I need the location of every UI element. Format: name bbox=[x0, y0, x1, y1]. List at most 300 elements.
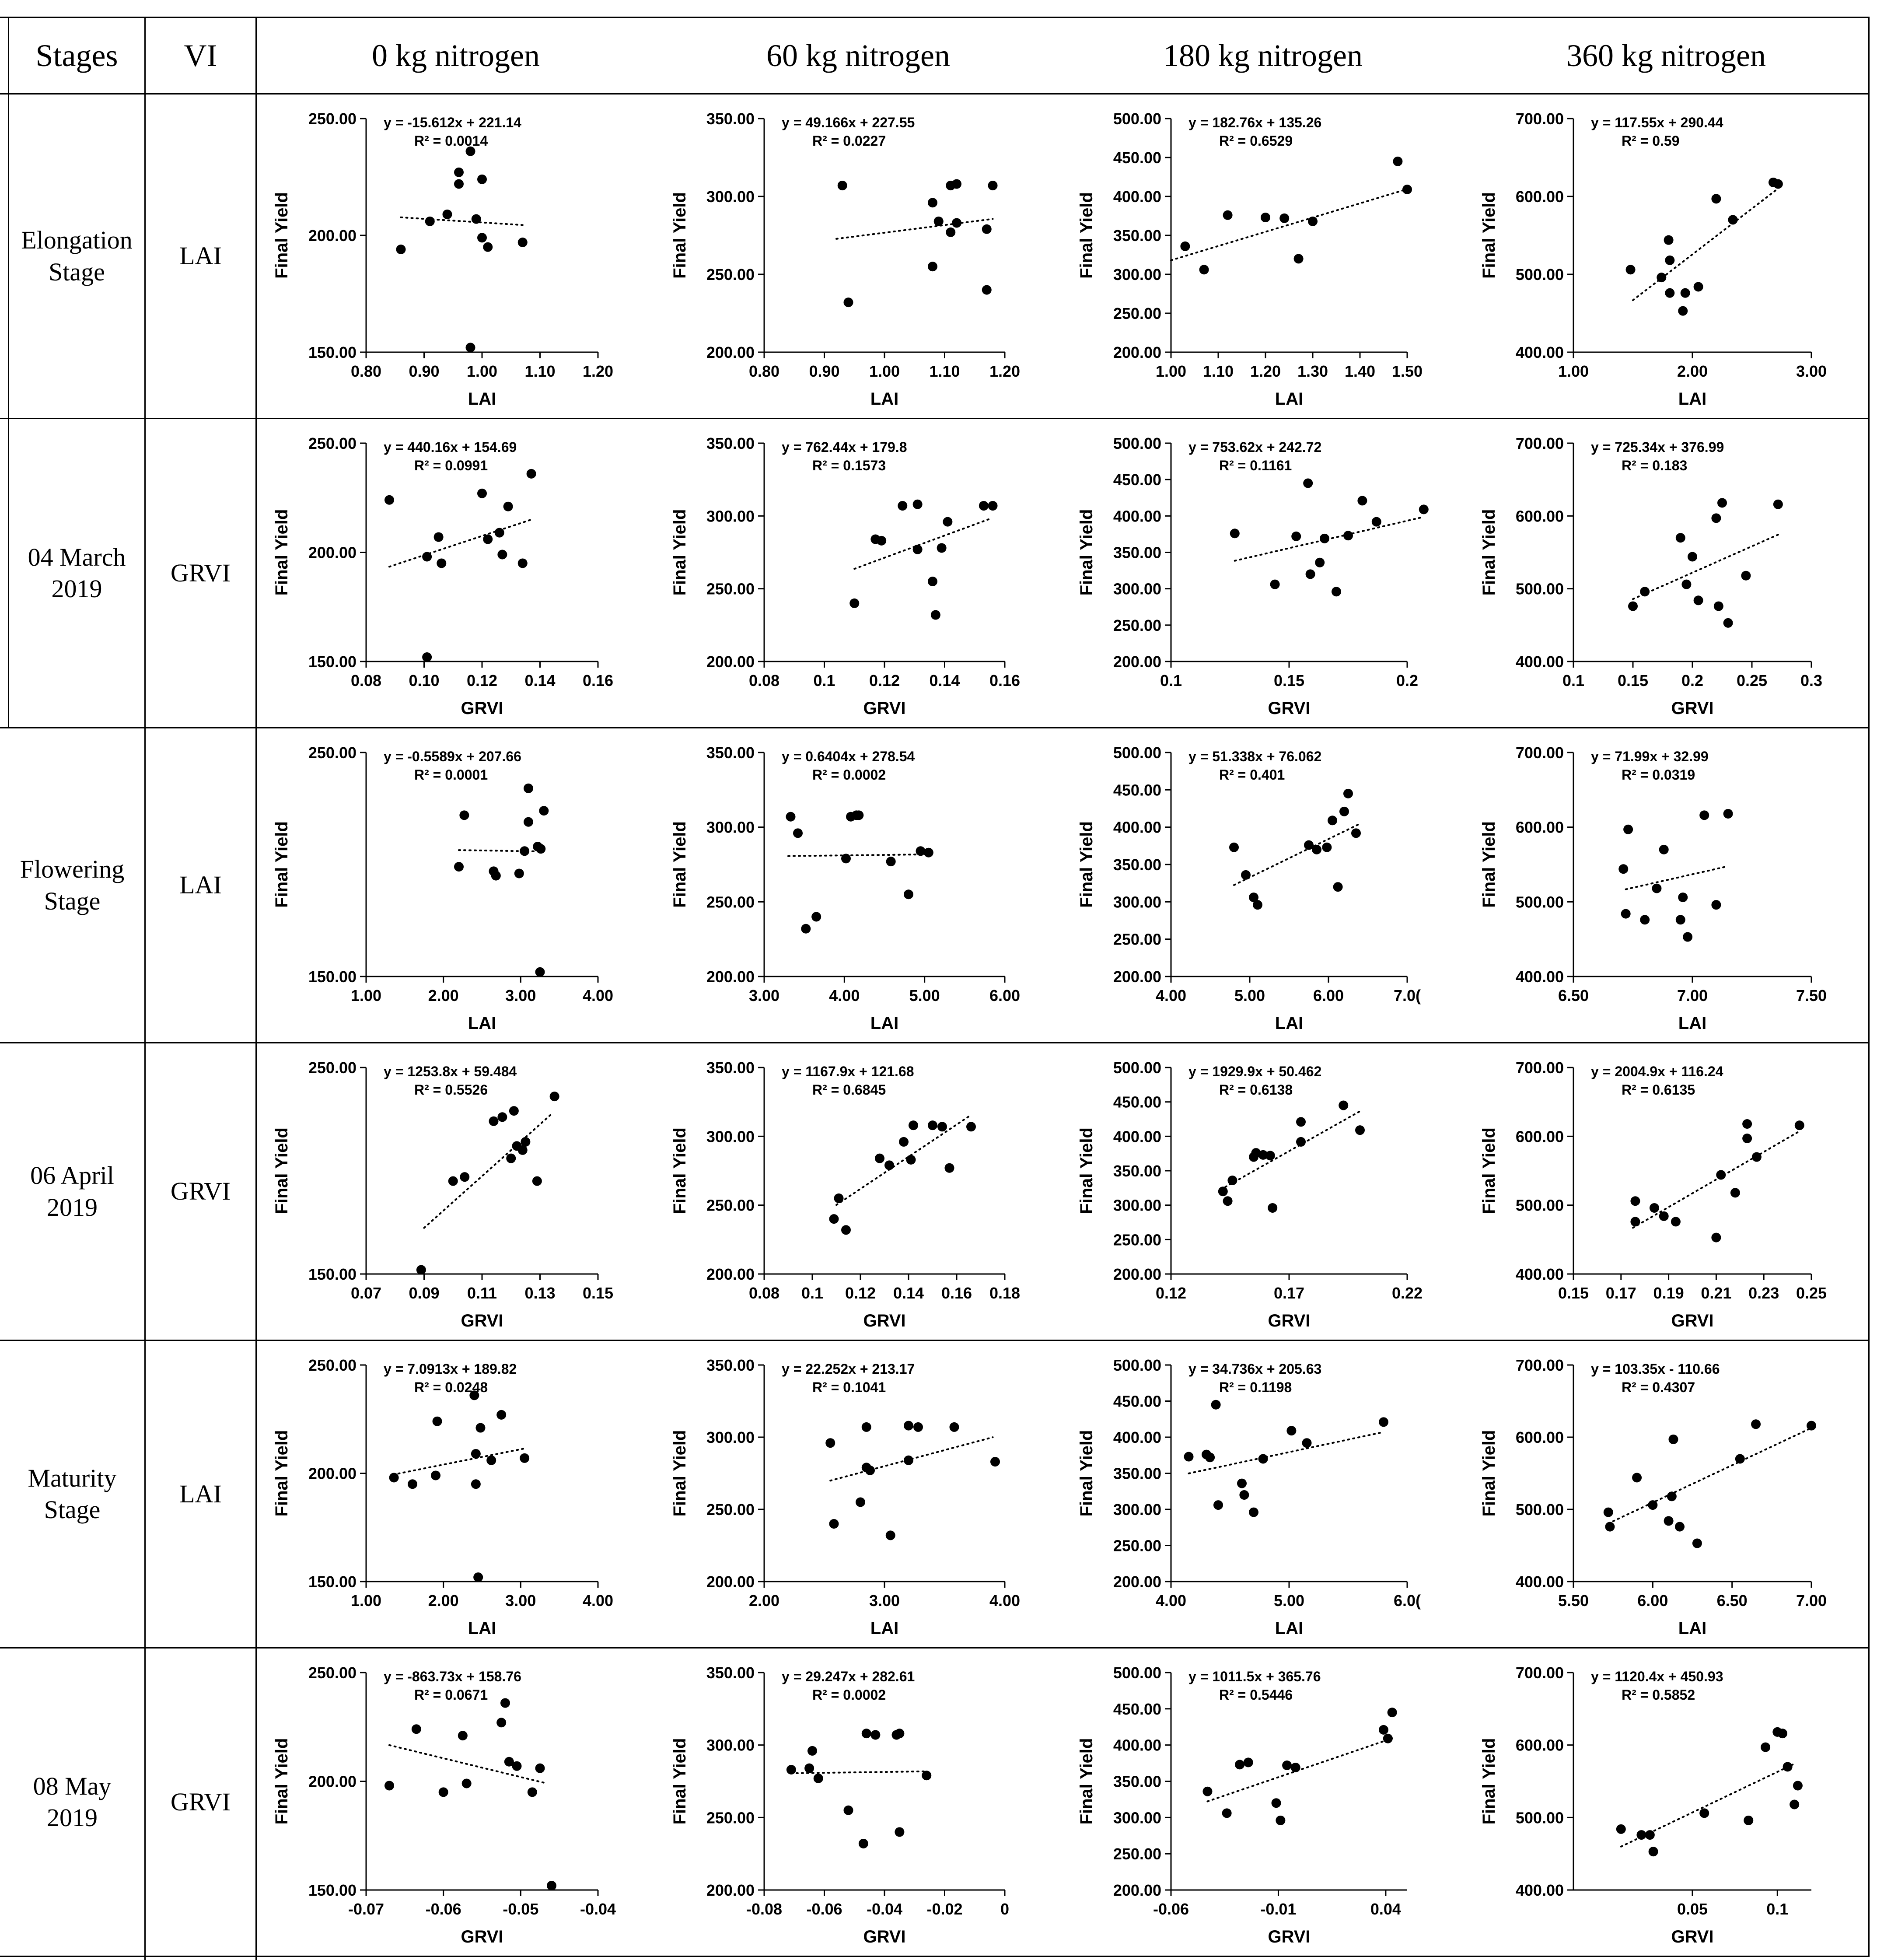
y-axis-label: Final Yield bbox=[1077, 1430, 1096, 1517]
data-point bbox=[990, 1457, 1000, 1466]
y-tick-label: 450.00 bbox=[1113, 149, 1161, 167]
data-point bbox=[895, 1729, 904, 1738]
regression-equation: y = 2004.9x + 116.24 bbox=[1591, 1064, 1723, 1079]
x-tick-label: 0.15 bbox=[1273, 672, 1305, 690]
data-point bbox=[1676, 533, 1685, 542]
x-tick-label: -0.06 bbox=[1153, 1900, 1189, 1918]
col-border-right bbox=[1868, 17, 1870, 1957]
data-point bbox=[1213, 1500, 1223, 1510]
x-tick-label: 6.00 bbox=[1637, 1592, 1668, 1610]
data-point bbox=[1711, 513, 1721, 523]
y-tick-label: 500.00 bbox=[1515, 1196, 1564, 1214]
data-point bbox=[1699, 810, 1709, 820]
y-tick-label: 250.00 bbox=[308, 1664, 357, 1682]
data-point bbox=[1279, 214, 1289, 223]
y-tick-label: 250.00 bbox=[308, 1059, 357, 1077]
r-squared-label: R² = 0.0991 bbox=[414, 458, 488, 473]
data-point bbox=[979, 501, 989, 511]
data-point bbox=[1640, 915, 1650, 924]
data-point bbox=[1306, 569, 1315, 579]
data-point bbox=[1604, 1508, 1613, 1517]
data-point bbox=[1778, 1729, 1787, 1738]
scatter-plot-3-4 bbox=[1464, 728, 1868, 1042]
r-squared-label: R² = 0.4307 bbox=[1622, 1379, 1695, 1395]
y-tick-label: 200.00 bbox=[1113, 343, 1161, 361]
data-point bbox=[1648, 1500, 1657, 1510]
x-tick-label: 3.00 bbox=[505, 987, 536, 1004]
y-tick-label: 300.00 bbox=[1113, 1809, 1161, 1827]
r-squared-label: R² = 0.0001 bbox=[414, 767, 488, 783]
data-point bbox=[1616, 1824, 1626, 1834]
data-point bbox=[518, 238, 528, 247]
scatter-plot-6-2 bbox=[655, 1648, 1062, 1956]
data-point bbox=[1315, 558, 1325, 567]
data-point bbox=[431, 1470, 440, 1480]
r-squared-label: R² = 0.1041 bbox=[812, 1379, 886, 1395]
data-point bbox=[416, 1265, 426, 1275]
regression-equation: y = 1167.9x + 121.68 bbox=[782, 1064, 914, 1079]
r-squared-label: R² = 0.6138 bbox=[1219, 1082, 1293, 1098]
x-tick-label: 1.00 bbox=[466, 362, 498, 380]
data-point bbox=[909, 1120, 918, 1130]
y-tick-label: 500.00 bbox=[1113, 1664, 1161, 1682]
data-point bbox=[928, 198, 937, 207]
data-point bbox=[1276, 1816, 1285, 1825]
data-point bbox=[1237, 1479, 1247, 1488]
scatter-plot-5-4 bbox=[1464, 1341, 1868, 1647]
data-point bbox=[1795, 1120, 1804, 1130]
data-point bbox=[462, 1778, 472, 1788]
trendline bbox=[788, 854, 929, 856]
data-point bbox=[1282, 1760, 1292, 1770]
y-axis-label: Final Yield bbox=[1077, 821, 1096, 908]
data-point bbox=[437, 558, 446, 568]
data-point bbox=[1728, 215, 1737, 224]
x-axis-label: LAI bbox=[468, 1014, 496, 1033]
r-squared-label: R² = 0.5446 bbox=[1219, 1687, 1293, 1703]
data-point bbox=[535, 967, 545, 977]
data-point bbox=[454, 168, 464, 177]
trendline bbox=[1207, 1738, 1392, 1801]
r-squared-label: R² = 0.6135 bbox=[1622, 1082, 1695, 1098]
data-point bbox=[1793, 1781, 1803, 1790]
data-point bbox=[1218, 1186, 1228, 1196]
data-point bbox=[1253, 900, 1262, 910]
scatter-plot-3-2 bbox=[655, 728, 1062, 1042]
vi-label-row-2: GRVI bbox=[170, 558, 231, 587]
y-tick-label: 700.00 bbox=[1515, 434, 1564, 452]
data-point bbox=[924, 848, 933, 858]
data-point bbox=[1621, 909, 1631, 919]
data-point bbox=[1184, 1452, 1194, 1462]
data-point bbox=[1322, 843, 1332, 852]
data-point bbox=[1640, 587, 1650, 596]
x-axis-label: LAI bbox=[1275, 1014, 1304, 1033]
data-point bbox=[471, 1479, 481, 1489]
data-point bbox=[943, 517, 952, 527]
y-tick-label: 200.00 bbox=[706, 343, 755, 361]
x-axis-label: GRVI bbox=[1671, 1311, 1714, 1330]
stage-label-row-2: 04 March 2019 bbox=[28, 542, 126, 603]
y-tick-label: 250.00 bbox=[706, 1196, 755, 1214]
x-tick-label: -0.04 bbox=[866, 1900, 903, 1918]
data-point bbox=[886, 857, 896, 866]
data-point bbox=[1742, 1119, 1752, 1129]
x-tick-label: 0.12 bbox=[845, 1284, 876, 1302]
data-point bbox=[532, 1176, 542, 1186]
stage-label-row-5: Maturity Stage bbox=[28, 1463, 117, 1524]
y-tick-label: 250.00 bbox=[308, 1356, 357, 1374]
data-point bbox=[1783, 1762, 1793, 1771]
y-tick-label: 500.00 bbox=[1515, 266, 1564, 284]
y-tick-label: 250.00 bbox=[1113, 930, 1161, 948]
x-tick-label: 3.00 bbox=[748, 987, 780, 1004]
data-point bbox=[509, 1106, 519, 1116]
regression-equation: y = 71.99x + 32.99 bbox=[1591, 749, 1709, 764]
x-tick-label: 0.15 bbox=[1558, 1284, 1589, 1302]
x-axis-label: GRVI bbox=[1671, 1927, 1714, 1946]
y-tick-label: 400.00 bbox=[1515, 1573, 1564, 1591]
trendline bbox=[1633, 535, 1778, 599]
r-squared-label: R² = 0.0002 bbox=[812, 1687, 886, 1703]
data-point bbox=[1270, 580, 1280, 589]
data-point bbox=[471, 1449, 481, 1459]
x-tick-label: 5.50 bbox=[1558, 1592, 1589, 1610]
r-squared-label: R² = 0.0014 bbox=[414, 133, 488, 149]
x-tick-label: 0.80 bbox=[350, 362, 382, 380]
regression-equation: y = 762.44x + 179.8 bbox=[782, 439, 907, 455]
data-point bbox=[988, 501, 998, 511]
data-point bbox=[982, 224, 992, 234]
data-point bbox=[928, 1120, 937, 1130]
r-squared-label: R² = 0.59 bbox=[1622, 133, 1680, 149]
x-tick-label: 6.00 bbox=[989, 987, 1021, 1004]
data-point bbox=[856, 1498, 865, 1507]
y-tick-label: 300.00 bbox=[706, 818, 755, 836]
regression-equation: y = 34.736x + 205.63 bbox=[1188, 1361, 1322, 1377]
x-tick-label: 0.08 bbox=[748, 672, 780, 690]
y-tick-label: 350.00 bbox=[706, 744, 755, 762]
vi-label-row-5: LAI bbox=[179, 1479, 222, 1508]
y-tick-label: 700.00 bbox=[1515, 744, 1564, 762]
stage-label-row-6: 08 May 2019 bbox=[33, 1771, 112, 1832]
y-tick-label: 400.00 bbox=[1113, 188, 1161, 206]
x-tick-label: 0.12 bbox=[1155, 1284, 1187, 1302]
y-tick-label: 200.00 bbox=[1113, 1265, 1161, 1283]
x-axis-label: LAI bbox=[1678, 1014, 1707, 1033]
data-point bbox=[433, 1417, 442, 1426]
y-axis-label: Final Yield bbox=[1077, 1127, 1096, 1214]
data-point bbox=[454, 179, 464, 189]
y-tick-label: 150.00 bbox=[308, 1265, 357, 1283]
y-tick-label: 200.00 bbox=[706, 653, 755, 671]
x-tick-label: 0.90 bbox=[809, 362, 840, 380]
x-tick-label: -0.08 bbox=[746, 1900, 783, 1918]
x-axis-label: LAI bbox=[468, 389, 496, 409]
data-point bbox=[807, 1746, 817, 1756]
x-tick-label: 0.1 bbox=[1562, 672, 1585, 690]
data-point bbox=[946, 228, 955, 237]
y-tick-label: 600.00 bbox=[1515, 1428, 1564, 1446]
x-axis-label: GRVI bbox=[863, 1311, 906, 1330]
data-point bbox=[952, 179, 961, 189]
data-point bbox=[966, 1122, 976, 1131]
x-axis-label: LAI bbox=[1275, 1619, 1304, 1638]
regression-equation: y = 49.166x + 227.55 bbox=[782, 115, 915, 130]
data-point bbox=[527, 469, 536, 479]
y-axis-label: Final Yield bbox=[1077, 509, 1096, 596]
data-point bbox=[524, 784, 533, 793]
x-tick-label: 1.00 bbox=[1155, 362, 1187, 380]
x-axis-label: GRVI bbox=[1268, 1311, 1311, 1330]
header-stages: Stages bbox=[35, 38, 118, 73]
x-tick-label: 7.00 bbox=[1796, 1592, 1827, 1610]
y-tick-label: 200.00 bbox=[706, 1265, 755, 1283]
x-axis-label: GRVI bbox=[863, 1927, 906, 1946]
data-point bbox=[1202, 1787, 1212, 1796]
data-point bbox=[477, 233, 487, 242]
x-tick-label: 1.50 bbox=[1391, 362, 1423, 380]
y-tick-label: 350.00 bbox=[1113, 1464, 1161, 1483]
data-point bbox=[1372, 517, 1381, 527]
data-point bbox=[913, 545, 923, 554]
trendline bbox=[1171, 189, 1407, 260]
y-tick-label: 250.00 bbox=[308, 434, 357, 452]
data-point bbox=[895, 1827, 904, 1837]
x-tick-label: 1.20 bbox=[582, 362, 614, 380]
x-tick-label: 0 bbox=[1000, 1900, 1010, 1918]
data-point bbox=[906, 1155, 916, 1165]
y-tick-label: 450.00 bbox=[1113, 1392, 1161, 1410]
data-point bbox=[1618, 864, 1628, 874]
data-point bbox=[1730, 1188, 1740, 1197]
x-tick-label: 6.00 bbox=[1313, 987, 1344, 1004]
data-point bbox=[384, 495, 394, 505]
y-tick-label: 250.00 bbox=[706, 580, 755, 598]
y-tick-label: 200.00 bbox=[706, 968, 755, 986]
data-point bbox=[1339, 807, 1349, 816]
data-point bbox=[1343, 789, 1353, 798]
data-point bbox=[1667, 1491, 1677, 1501]
y-axis-label: Final Yield bbox=[1479, 1430, 1499, 1517]
y-tick-label: 300.00 bbox=[706, 507, 755, 525]
scatter-plot-6-1 bbox=[257, 1648, 655, 1956]
x-tick-label: 1.10 bbox=[929, 362, 960, 380]
data-point bbox=[1717, 498, 1727, 508]
y-tick-label: 350.00 bbox=[706, 1356, 755, 1374]
data-point bbox=[547, 1881, 556, 1890]
regression-equation: y = 1253.8x + 59.484 bbox=[384, 1064, 517, 1079]
scatter-plot-1-2 bbox=[655, 94, 1062, 418]
data-point bbox=[1664, 235, 1674, 245]
data-point bbox=[1741, 571, 1751, 581]
y-axis-label: Final Yield bbox=[272, 1127, 291, 1214]
y-tick-label: 200.00 bbox=[308, 543, 357, 562]
r-squared-label: R² = 0.0248 bbox=[414, 1379, 488, 1395]
data-point bbox=[496, 1410, 506, 1420]
trendline bbox=[836, 219, 993, 239]
y-tick-label: 250.00 bbox=[706, 1809, 755, 1827]
data-point bbox=[1605, 1522, 1615, 1532]
data-point bbox=[1229, 843, 1239, 852]
x-tick-label: 0.16 bbox=[941, 1284, 972, 1302]
x-axis-label: LAI bbox=[1678, 389, 1707, 409]
data-point bbox=[811, 912, 821, 921]
data-point bbox=[844, 1806, 853, 1815]
x-tick-label: 0.3 bbox=[1800, 672, 1823, 690]
data-point bbox=[1332, 587, 1341, 596]
data-point bbox=[550, 1092, 559, 1101]
y-tick-label: 600.00 bbox=[1515, 188, 1564, 206]
x-tick-label: 0.14 bbox=[524, 672, 556, 690]
trendline bbox=[1633, 1131, 1800, 1228]
y-tick-label: 300.00 bbox=[1113, 266, 1161, 284]
data-point bbox=[1312, 845, 1321, 854]
data-point bbox=[931, 610, 940, 620]
data-point bbox=[865, 1466, 875, 1475]
data-point bbox=[1294, 254, 1304, 263]
data-point bbox=[1339, 1101, 1348, 1110]
regression-equation: y = 51.338x + 76.062 bbox=[1188, 749, 1322, 764]
data-point bbox=[1258, 1454, 1268, 1464]
y-tick-label: 150.00 bbox=[308, 968, 357, 986]
data-point bbox=[1711, 1233, 1721, 1242]
x-tick-label: 0.13 bbox=[524, 1284, 556, 1302]
scatter-plot-5-3 bbox=[1062, 1341, 1464, 1647]
data-point bbox=[945, 1163, 954, 1173]
y-tick-label: 300.00 bbox=[706, 1736, 755, 1754]
scatter-plot-1-3 bbox=[1062, 94, 1464, 418]
y-tick-label: 450.00 bbox=[1113, 1093, 1161, 1111]
data-point bbox=[937, 543, 947, 553]
scatter-plot-3-3 bbox=[1062, 728, 1464, 1042]
data-point bbox=[1688, 552, 1697, 561]
x-tick-label: 6.50 bbox=[1716, 1592, 1748, 1610]
x-axis-label: LAI bbox=[870, 1619, 899, 1638]
x-tick-label: 0.25 bbox=[1796, 1284, 1827, 1302]
x-tick-label: 0.04 bbox=[1370, 1900, 1401, 1918]
x-axis-label: GRVI bbox=[1268, 699, 1311, 718]
y-tick-label: 500.00 bbox=[1113, 434, 1161, 452]
y-tick-label: 250.00 bbox=[1113, 1536, 1161, 1555]
y-tick-label: 600.00 bbox=[1515, 1736, 1564, 1754]
data-point bbox=[1268, 1203, 1277, 1213]
y-tick-label: 400.00 bbox=[1515, 343, 1564, 361]
x-tick-label: 4.00 bbox=[582, 987, 614, 1004]
x-tick-label: 4.00 bbox=[989, 1592, 1021, 1610]
scatter-plot-4-3 bbox=[1062, 1043, 1464, 1340]
y-tick-label: 250.00 bbox=[308, 744, 357, 762]
r-squared-label: R² = 0.0002 bbox=[812, 767, 886, 783]
x-tick-label: 0.1 bbox=[1160, 672, 1182, 690]
trendline bbox=[1225, 1111, 1360, 1187]
data-point bbox=[535, 1764, 545, 1773]
x-tick-label: 0.90 bbox=[409, 362, 440, 380]
y-tick-label: 400.00 bbox=[1113, 1428, 1161, 1446]
data-point bbox=[1636, 1830, 1646, 1840]
data-point bbox=[1773, 179, 1783, 189]
y-tick-label: 350.00 bbox=[1113, 227, 1161, 245]
y-axis-label: Final Yield bbox=[272, 821, 291, 908]
x-tick-label: 7.50 bbox=[1796, 987, 1827, 1004]
x-tick-label: 0.22 bbox=[1391, 1284, 1423, 1302]
data-point bbox=[1379, 1725, 1388, 1735]
data-point bbox=[1351, 828, 1361, 838]
x-tick-label: 5.00 bbox=[909, 987, 940, 1004]
x-tick-label: 0.80 bbox=[748, 362, 780, 380]
r-squared-label: R² = 0.5526 bbox=[414, 1082, 488, 1098]
y-tick-label: 400.00 bbox=[1113, 818, 1161, 836]
y-tick-label: 500.00 bbox=[1113, 1356, 1161, 1374]
x-tick-label: 0.14 bbox=[929, 672, 960, 690]
data-point bbox=[1773, 500, 1783, 509]
data-point bbox=[384, 1781, 394, 1790]
regression-equation: y = 753.62x + 242.72 bbox=[1188, 439, 1322, 455]
x-tick-label: 1.40 bbox=[1344, 362, 1376, 380]
y-tick-label: 250.00 bbox=[1113, 304, 1161, 322]
data-point bbox=[1645, 1830, 1655, 1840]
header-vi: VI bbox=[184, 38, 217, 73]
y-tick-label: 200.00 bbox=[1113, 653, 1161, 671]
data-point bbox=[483, 535, 493, 544]
x-tick-label: 2.00 bbox=[428, 987, 459, 1004]
r-squared-label: R² = 0.0671 bbox=[414, 1687, 488, 1703]
y-tick-label: 200.00 bbox=[308, 227, 357, 245]
data-point bbox=[829, 1519, 839, 1529]
x-tick-label: 1.00 bbox=[869, 362, 900, 380]
data-point bbox=[1694, 595, 1703, 605]
regression-equation: y = -15.612x + 221.14 bbox=[384, 115, 521, 130]
x-tick-label: 0.1 bbox=[813, 672, 835, 690]
data-point bbox=[1623, 825, 1633, 834]
data-point bbox=[916, 846, 926, 856]
x-tick-label: 0.21 bbox=[1701, 1284, 1732, 1302]
data-point bbox=[1235, 1760, 1244, 1769]
data-point bbox=[389, 1473, 399, 1482]
r-squared-label: R² = 0.1573 bbox=[812, 458, 886, 473]
data-point bbox=[913, 1422, 923, 1432]
data-point bbox=[500, 1698, 510, 1708]
x-tick-label: 1.20 bbox=[1250, 362, 1281, 380]
data-point bbox=[849, 598, 859, 608]
data-point bbox=[1419, 504, 1429, 514]
y-tick-label: 250.00 bbox=[308, 110, 357, 128]
scatter-plot-5-2 bbox=[655, 1341, 1062, 1647]
y-tick-label: 350.00 bbox=[706, 110, 755, 128]
r-squared-label: R² = 0.401 bbox=[1219, 767, 1285, 783]
data-point bbox=[1272, 1798, 1281, 1808]
x-tick-label: 0.17 bbox=[1273, 1284, 1305, 1302]
data-point bbox=[1752, 1152, 1762, 1162]
trendline bbox=[424, 1114, 552, 1228]
r-squared-label: R² = 0.5852 bbox=[1622, 1687, 1695, 1703]
x-tick-label: 0.15 bbox=[582, 1284, 614, 1302]
data-point bbox=[1652, 884, 1661, 893]
y-tick-label: 350.00 bbox=[1113, 543, 1161, 562]
y-tick-label: 400.00 bbox=[1113, 507, 1161, 525]
data-point bbox=[1675, 1522, 1685, 1532]
x-tick-label: 4.00 bbox=[829, 987, 860, 1004]
data-point bbox=[928, 262, 937, 271]
vi-label-row-6: GRVI bbox=[170, 1787, 231, 1816]
x-tick-label: 1.30 bbox=[1297, 362, 1328, 380]
table-bottom-border bbox=[0, 1956, 1870, 1957]
y-tick-label: 400.00 bbox=[1515, 1881, 1564, 1899]
y-tick-label: 250.00 bbox=[1113, 1231, 1161, 1249]
data-point bbox=[425, 217, 435, 226]
x-tick-label: -0.02 bbox=[926, 1900, 963, 1918]
y-tick-label: 200.00 bbox=[1113, 1881, 1161, 1899]
